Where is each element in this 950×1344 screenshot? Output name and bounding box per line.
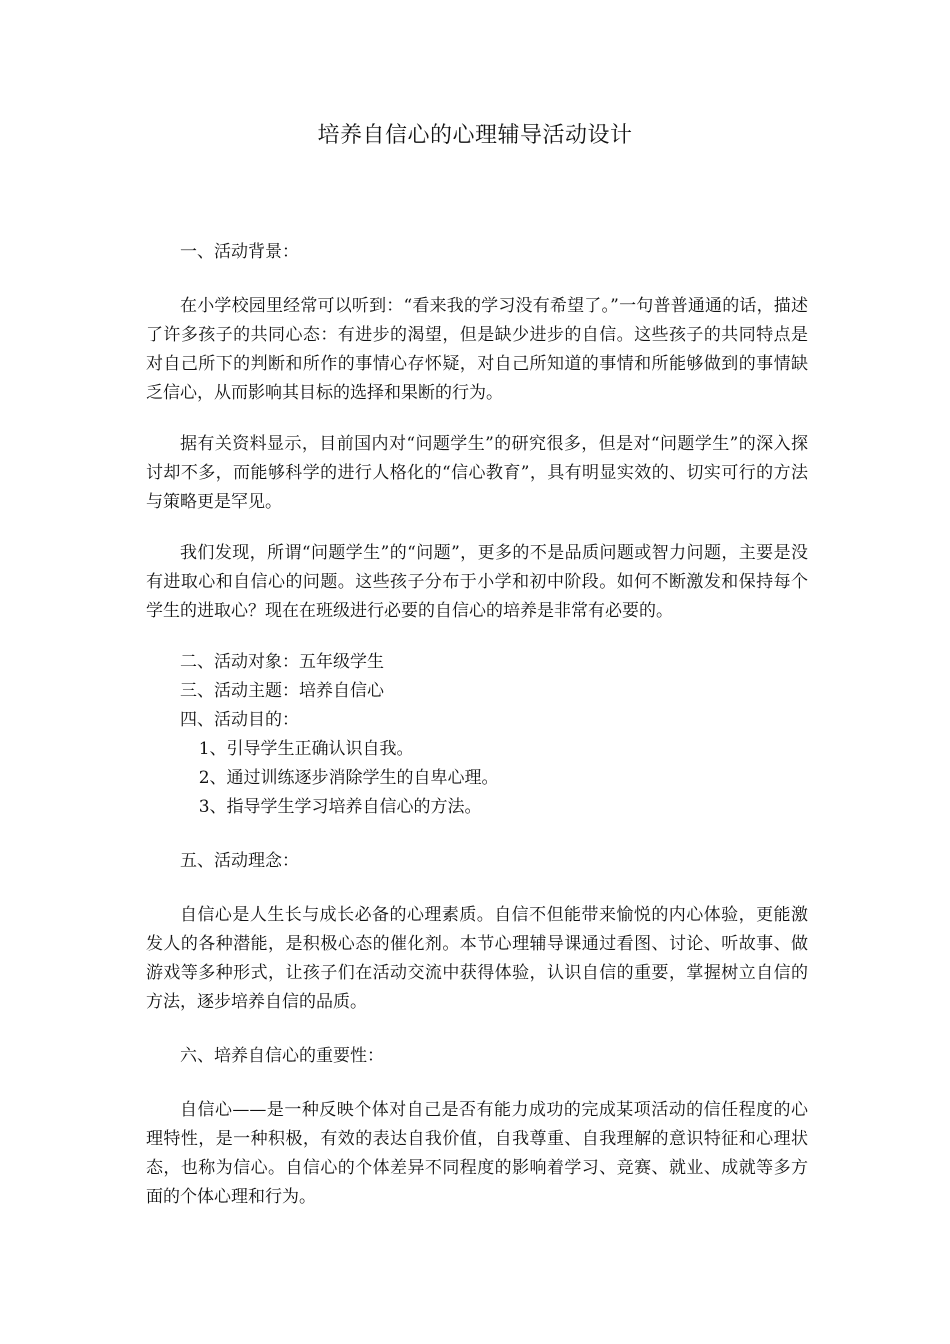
section-heading-importance: 六、培养自信心的重要性： [180, 1046, 384, 1066]
section-target: 二、活动对象：五年级学生 [180, 652, 384, 672]
section-heading-concept: 五、活动理念： [180, 851, 299, 871]
section-heading-background: 一、活动背景： [180, 242, 299, 262]
background-paragraph-2: 据有关资料显示，目前国内对“问题学生”的研究很多，但是对“问题学生”的深入探讨却不多，而能够科学的进行人格化的“信心教育”，具有明显实效的、切实可行的方法与策略更是罕见。 [146, 434, 808, 512]
section-heading-goals: 四、活动目的： [180, 710, 299, 730]
importance-paragraph: 自信心——是一种反映个体对自己是否有能力成功的完成某项活动的信任程度的心理特性，是一种积极，有效的表达自我价值，自我尊重、自我理解的意识特征和心理状态，也称为信心。自信心的个体差异不同程度的影响着学习、竞赛、就业、成就等多方面的个体心理和行为。 [146, 1100, 808, 1207]
background-paragraph-1: 在小学校园里经常可以听到：“看来我的学习没有希望了。”一句普普通通的话，描述了许多孩子的共同心态：有进步的渴望，但是缺少进步的自信。这些孩子的共同特点是对自己所下的判断和所作的事情心存怀疑，对自己所知道的事情和所能够做到的事情缺乏信心，从而影响其目标的选择和果断的行为。 [146, 296, 808, 403]
section-theme: 三、活动主题：培养自信心 [180, 681, 384, 701]
document-title: 培养自信心的心理辅导活动设计 [317, 123, 633, 148]
concept-paragraph: 自信心是人生长与成长必备的心理素质。自信不但能带来愉悦的内心体验，更能激发人的各种潜能，是积极心态的催化剂。本节心理辅导课通过看图、讨论、听故事、做游戏等多种形式，让孩子们在活动交流中获得体验，认识自信的重要，掌握树立自信的方法，逐步培养自信的品质。 [146, 905, 808, 1012]
goal-item: 1、引导学生正确认识自我。 [198, 739, 414, 759]
document-body [146, 238, 808, 1212]
background-paragraph-3: 我们发现，所谓“问题学生”的“问题”，更多的不是品质问题或智力问题，主要是没有进取心和自信心的问题。这些孩子分布于小学和初中阶段。如何不断激发和保持每个学生的进取心？现在在班级进行必要的自信心的培养是非常有必要的。 [146, 543, 808, 621]
goal-item: 2、通过训练逐步消除学生的自卑心理。 [198, 768, 499, 788]
goal-item: 3、指导学生学习培养自信心的方法。 [198, 797, 482, 817]
